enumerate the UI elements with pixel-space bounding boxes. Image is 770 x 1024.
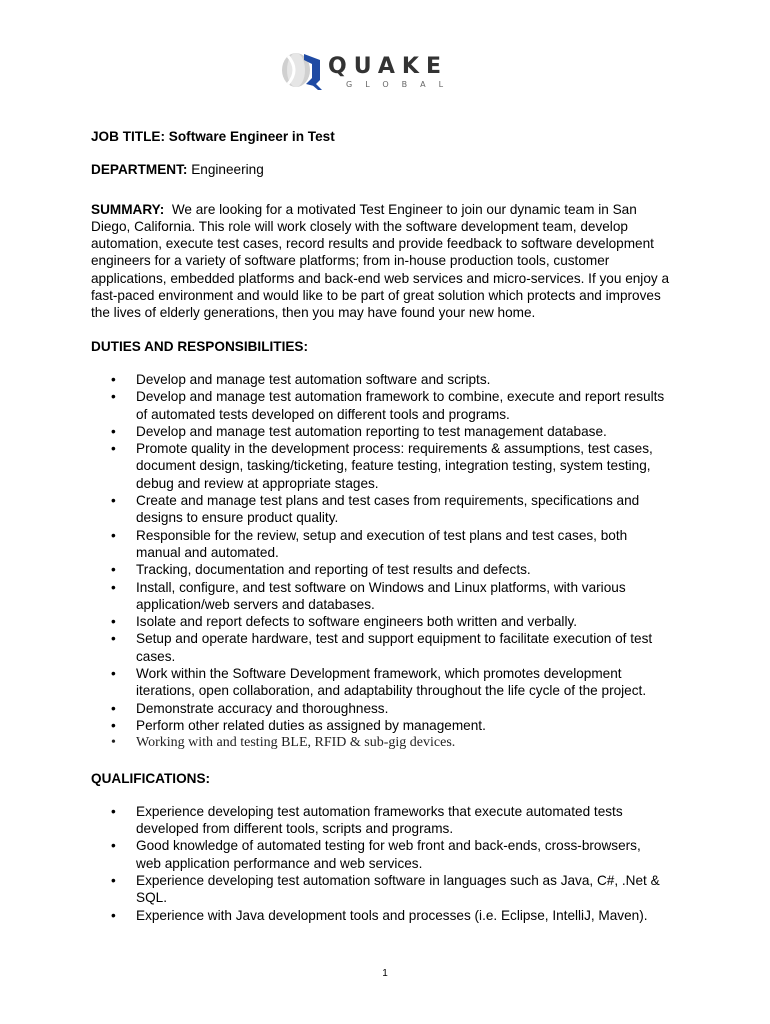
list-item-line: iterations, open collaboration, and adaptability throughout the life cycle of the project. [136,683,647,699]
list-item [91,440,691,492]
list-item-line: • Work within the Software Development framework, which promotes development [136,666,622,682]
list-item [91,527,691,562]
page-number: 1 [382,968,388,979]
list-item-line: • Perform other related duties as assigned by management. [136,717,486,733]
list-item-line: • Isolate and report defects to software engineers both written and verbally. [136,614,578,630]
list-item-line: • Promote quality in the development process: requirements & assumptions, test cases, [136,441,653,457]
logo-subtitle: GLOBAL [346,80,457,89]
list-item-line: • Develop and manage test automation software and scripts. [136,371,491,387]
list-item-line: • Demonstrate accuracy and thoroughness. [136,700,389,716]
list-item [91,717,691,734]
summary-line: We are looking for a motivated Test Engineer to join our dynamic team in San [171,201,637,217]
list-item-line: • Experience with Java development tools and processes (i.e. Eclipse, IntelliJ, Maven). [136,907,648,923]
summary-line: applications, embedded platforms and back-end web services and micro-services. If you enjoy a [91,270,670,286]
summary-line: fast-paced environment and would like to be part of great solution which protects and improves [91,288,661,304]
summary-line: engineers for a variety of software platforms; from in-house production tools, customer [91,253,610,269]
job-title-label: JOB TITLE: [91,129,166,144]
list-item-line: • Tracking, documentation and reporting of test results and defects. [136,562,531,578]
list-item-line: • Setup and operate hardware, test and support equipment to facilitate execution of test [136,631,653,647]
duties-list [91,371,691,752]
summary-label: SUMMARY: [91,201,165,217]
list-item-line: designs to ensure product quality. [136,510,339,526]
list-item [91,803,691,838]
qualifications-heading: QUALIFICATIONS: [91,770,211,786]
summary-section [91,201,691,322]
summary-line: the lives of elderly generations, then you may have found your new home. [91,305,536,321]
list-item-line: • Experience developing test automation frameworks that execute automated tests [136,803,623,819]
logo-wordmark: QUAKE [328,54,448,79]
job-title-value: Software Engineer in Test [168,129,335,144]
list-item-line: application/web servers and databases. [136,596,375,612]
department-line [91,161,691,178]
list-item [91,613,691,630]
list-item-line: • Create and manage test plans and test cases from requirements, specifications and [136,493,640,509]
list-item [91,734,691,751]
list-item-line: document design, tasking/ticketing, feature testing, integration testing, system testing, [136,458,651,474]
summary-line: Diego, California. This role will work closely with the software development team, develop [91,218,628,234]
list-item [91,665,691,700]
list-item-line: debug and review at appropriate stages. [136,475,379,491]
list-item [91,388,691,423]
list-item-line: • Develop and manage test automation reporting to test management database. [136,423,607,439]
list-item-line: web application performance and web services. [136,855,423,871]
company-logo [278,48,492,92]
list-item-line: • Install, configure, and test software on Windows and Linux platforms, with various [136,579,626,595]
list-item [91,492,691,527]
list-item [91,630,691,665]
list-item-line: • Develop and manage test automation framework to combine, execute and report results [136,389,665,405]
list-item-line: manual and automated. [136,544,279,560]
list-item-line: of automated tests developed on different tools and programs. [136,406,510,422]
list-item [91,837,691,872]
duties-heading: DUTIES AND RESPONSIBILITIES: [91,338,309,354]
list-item-line: • Experience developing test automation software in languages such as Java, C#, .Net & [136,872,660,888]
list-item [91,700,691,717]
job-title-line [91,128,691,145]
department-value: Engineering [191,162,264,178]
list-item [91,371,691,388]
quake-globe-icon [278,48,324,92]
list-item-line: • Responsible for the review, setup and execution of test plans and test cases, both [136,527,628,543]
summary-line: automation, execute test cases, record results and provide feedback to software development [91,236,654,252]
list-item-line: SQL. [136,890,167,906]
qualifications-list [91,803,691,924]
department-label: DEPARTMENT: [91,162,188,178]
list-item [91,423,691,440]
list-item [91,579,691,614]
list-item [91,907,691,924]
job-description [91,128,691,924]
list-item-line: cases. [136,648,176,664]
list-item-line: developed from different tools, scripts and programs. [136,821,454,837]
list-item [91,872,691,907]
list-item-line: • Good knowledge of automated testing for web front and back-ends, cross-browsers, [136,838,641,854]
list-item-line: • Working with and testing BLE, RFID & sub-gig devices. [136,735,456,751]
list-item [91,561,691,578]
